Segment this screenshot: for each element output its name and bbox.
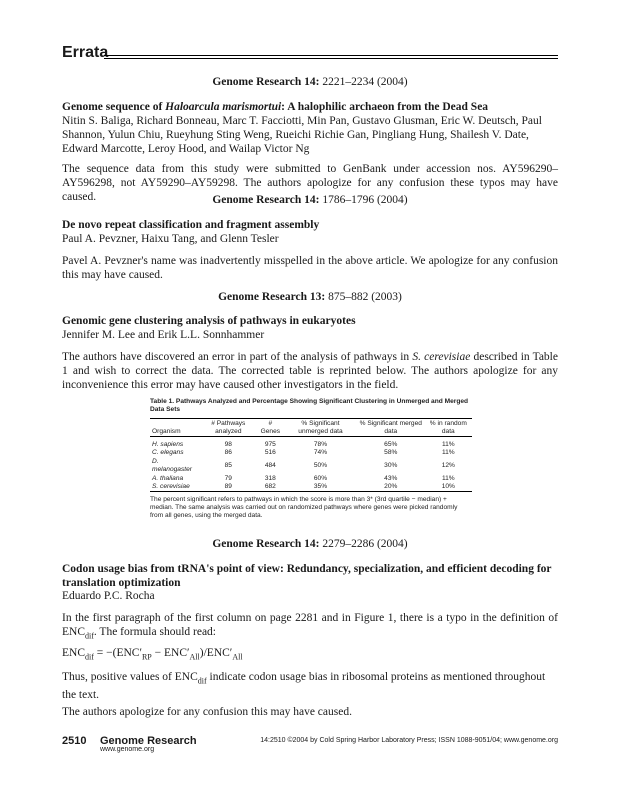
citation-journal: Genome Research 14: (212, 194, 320, 206)
table-cell: 65% (384, 441, 398, 448)
footer-url: www.genome.org (100, 746, 155, 753)
table-header-cell: Organism (152, 427, 181, 435)
data-table (150, 418, 472, 492)
header-rule (104, 55, 558, 59)
footer-copyright: 14:2510 ©2004 by Cold Spring Harbor Laboratory Press; ISSN 1088-9051/04; www.genome.org (260, 737, 558, 744)
erratum-1-authors: Nitin S. Baliga, Richard Bonneau, Marc T. Facciotti, Min Pan, Gustavo Glusman, Eric W. Deutsch, Paul Shannon, Yulun Chiu, Rueyhung Sting Weng, Rueichi Richie Gan, Pingliang Hung, Shailesh V. Date, Edward Marcotte, Leroy Hood, and Wailap Victor Ng (62, 115, 542, 155)
formula-part: = −(ENC′ (93, 647, 142, 659)
table-cell: 975 (264, 441, 276, 448)
table-cell: 78% (313, 441, 328, 448)
subscript: dif (197, 676, 207, 686)
subscript: All (189, 652, 200, 662)
table-cell: 20% (384, 483, 398, 491)
table-note: The percent significant refers to pathways in which the score is more than 3* (3rd quartile − median) + median. The same analysis was carried out on randomized pathways where genes were picked randomly from all genes, using the merged data. (150, 496, 458, 520)
table-cell: 11% (441, 441, 455, 448)
table-row (150, 483, 472, 492)
table-header-row (150, 419, 472, 437)
citation-pages: 2279–2286 (2004) (322, 538, 408, 550)
table-row (150, 437, 472, 450)
footer-journal: Genome Research (100, 735, 197, 747)
body-part: The authors have discovered an error in part of the analysis of pathways in (62, 351, 413, 363)
subscript: dif (85, 652, 94, 662)
table-cell: 318 (264, 474, 276, 482)
table-cell: 12% (441, 462, 455, 470)
table-body (150, 437, 472, 492)
formula-part: )/ENC′ (199, 647, 233, 659)
erratum-2-body: Pavel A. Pevzner's name was inadvertently misspelled in the above article. We apologize for any confusion this may have caused. (62, 255, 558, 281)
table-cell: 79 (224, 474, 232, 482)
body-part: . The formula should read: (93, 626, 216, 638)
formula-part: ENC (62, 647, 85, 659)
title-part: Genome sequence of (62, 101, 166, 113)
table-cell: 35% (313, 483, 328, 491)
table-cell: S. cerevisiae (152, 483, 190, 491)
erratum-1-citation (62, 76, 558, 88)
erratum-2-authors: Paul A. Pevzner, Haixu Tang, and Glenn Tesler (62, 233, 279, 245)
citation-pages: 875–882 (2003) (328, 291, 402, 303)
table-cell: 43% (384, 474, 398, 482)
table-cell: 74% (313, 449, 328, 457)
table-cell: 86 (224, 449, 232, 457)
body-part: Thus, positive values of ENC (62, 671, 198, 683)
table-cell: C. elegans (152, 449, 184, 457)
citation-pages: 2221–2234 (2004) (322, 76, 408, 88)
table-cell: 58% (384, 449, 398, 457)
table-cell: 60% (313, 474, 328, 482)
table-header-cell: # Pathways analyzed (211, 420, 246, 435)
table-caption-text: Pathways Analyzed and Percentage Showing Significant Clustering in Unmerged and Merged Data Sets (150, 398, 469, 413)
table-cell: 50% (313, 462, 328, 470)
subscript: RP (141, 652, 152, 662)
table-cell: 89 (224, 483, 232, 491)
erratum-1-title (62, 100, 558, 114)
title-italic: Haloarcula marismortui (165, 101, 282, 113)
erratum-3-authors: Jennifer M. Lee and Erik L.L. Sonnhammer (62, 329, 265, 341)
table-row (150, 475, 472, 483)
table-cell: 85 (224, 462, 232, 470)
erratum-3-citation (62, 291, 558, 303)
table-cell: 10% (441, 483, 455, 491)
table-row (150, 449, 472, 457)
table-label: Table 1. (150, 398, 175, 405)
section-title: Errata (62, 44, 109, 61)
table-header-cell: % in random data (429, 420, 467, 435)
erratum-4-title: Codon usage bias from tRNA's point of view: Redundancy, specialization, and efficient decoding for translation optimization (62, 563, 552, 589)
citation-journal: Genome Research 14: (212, 538, 320, 550)
table-cell: 11% (441, 474, 455, 482)
table-cell: 682 (264, 483, 276, 491)
page-number: 2510 (62, 735, 87, 747)
table-header-cell: % Significant merged data (359, 420, 422, 435)
subscript: dif (85, 631, 94, 641)
erratum-3-title: Genomic gene clustering analysis of pathways in eukaryotes (62, 315, 356, 327)
citation-pages: 1786–1796 (2004) (322, 194, 408, 206)
erratum-4-formula (62, 646, 558, 664)
body-part: In the first paragraph of the first column on page 2281 and in Figure 1, there is a typo in the definition of ENC (62, 612, 558, 638)
formula-part: − ENC′ (151, 647, 190, 659)
table-cell: 11% (441, 449, 455, 457)
table-cell: 98 (224, 441, 232, 448)
citation-journal: Genome Research 13: (218, 291, 326, 303)
table-caption (150, 398, 472, 414)
table-header-cell: # Genes (260, 420, 281, 435)
table-cell: 30% (384, 462, 398, 470)
table-cell: 484 (264, 462, 276, 470)
table-cell: H. sapiens (152, 441, 184, 448)
body-italic: S. cerevisiae (412, 351, 471, 363)
title-part: : A halophilic archaeon from the Dead Sea (281, 101, 489, 113)
erratum-1-body: The sequence data from this study were submitted to GenBank under accession nos. AY596290–AY596298, not AY59290–AY59298. The authors apologize for any confusion these typos may have caused. (62, 163, 558, 203)
body-part: indicate codon usage bias in ribosomal proteins as mentioned throughout the text. (62, 671, 546, 702)
erratum-4-authors: Eduardo P.C. Rocha (62, 590, 155, 602)
table-cell: D. melanogaster (152, 457, 192, 474)
erratum-3-body (62, 350, 558, 392)
table-header-cell: % Significant unmerged data (298, 420, 343, 435)
erratum-2-title: De novo repeat classification and fragment assembly (62, 219, 320, 231)
table-row (150, 458, 472, 475)
subscript: All (232, 652, 243, 662)
table-cell: A. thaliana (152, 474, 184, 482)
erratum-2-citation (62, 194, 558, 206)
table-cell: 516 (264, 449, 276, 457)
citation-journal: Genome Research 14: (212, 76, 320, 88)
table-1 (150, 398, 472, 520)
erratum-4-body-3: The authors apologize for any confusion this may have caused. (62, 706, 352, 718)
erratum-4-body-2 (62, 670, 558, 702)
erratum-4-citation (62, 538, 558, 550)
body-part: described in Table 1 and wish to correct the data. The corrected table is reprinted below. The authors apologize for any inconvenience this error may have caused other investigators in the field. (62, 351, 558, 391)
erratum-4-body-1 (62, 611, 558, 643)
